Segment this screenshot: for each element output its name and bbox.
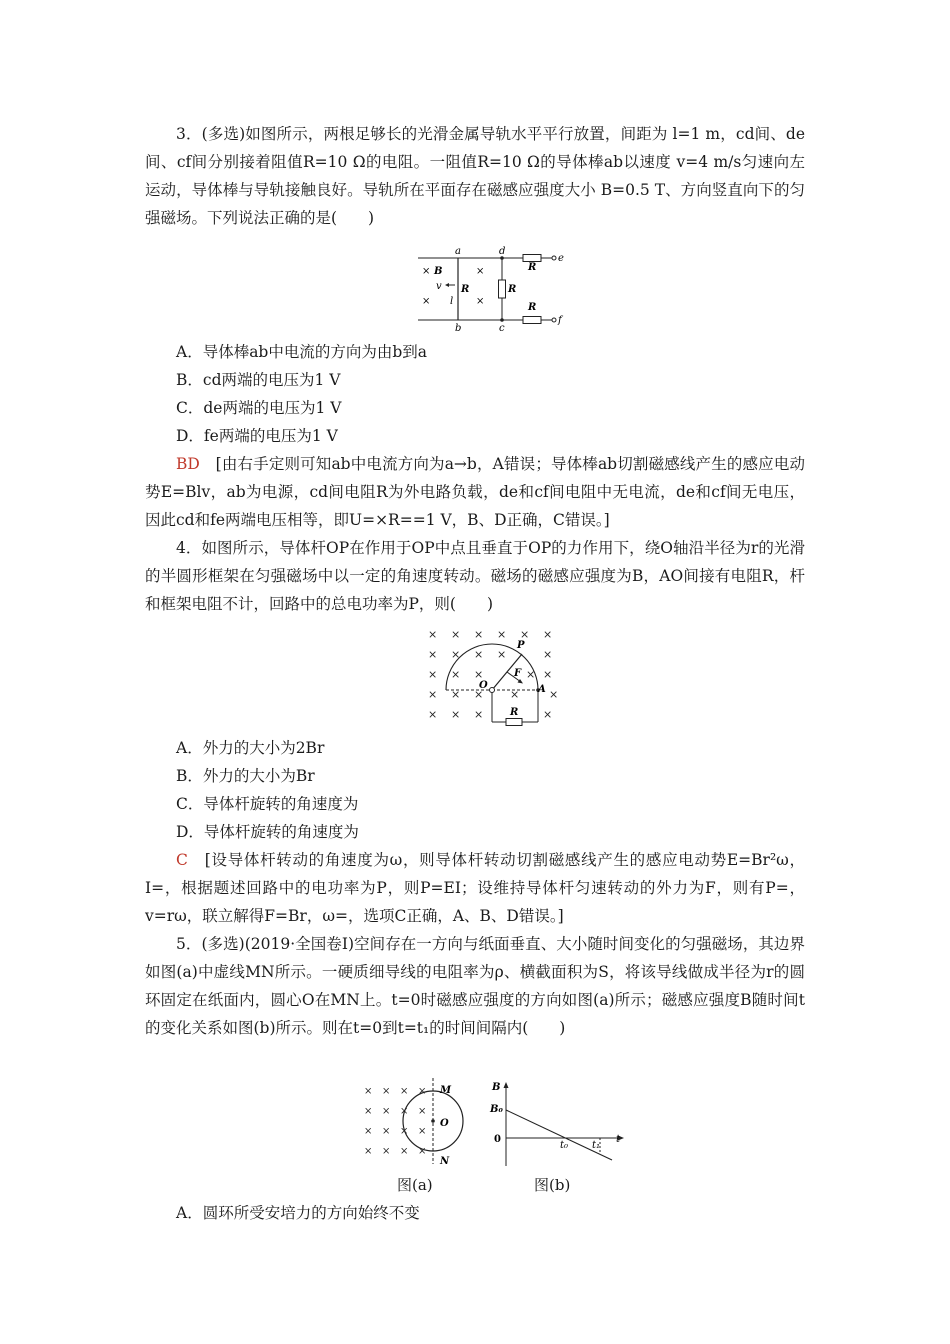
label-v: v [436, 281, 442, 292]
q5-figure-a [362, 1076, 472, 1170]
q4-option-b: B．外力的大小为Br [176, 767, 315, 785]
q3-stem: 3．(多选)如图所示，两根足够长的光滑金属导轨水平平行放置，间距为 l=1 m，cd间、de间、cf间分别接着阻值R=10 Ω的电阻。一阻值R=10 Ω的导体棒ab以速度 v=4 m/s匀速向左运动，导体棒与导轨接触良好。导轨所在平面存在磁感应强度大小 B=0.5 T、方向竖直向下的匀强磁场。下列说法正确的是( ) [145, 125, 805, 227]
cross-mark: × [382, 1106, 391, 1117]
cross-mark: × [400, 1126, 409, 1137]
cross-mark: × [400, 1106, 409, 1117]
q5-stem: 5．(多选)(2019·全国卷Ⅰ)空间存在一方向与纸面垂直、大小随时间变化的匀强磁场，其边界如图(a)中虚线MN所示。一硬质细导线的电阻率为ρ、横截面积为S，将该导线做成半径为r的圆环固定在纸面内，圆心O在MN上。t=0时磁感应强度的方向如图(a)所示；磁感应强度B随时间t的变化关系如图(b)所示。则在t=0到t=t₁的时间间隔内( ) [145, 935, 805, 1037]
label-origin: 0 [494, 1134, 501, 1145]
cross-mark: × [382, 1146, 391, 1157]
cross-mark: × [451, 628, 461, 641]
q5-figure-b [488, 1080, 628, 1172]
cross-mark: × [543, 668, 553, 681]
cross-mark: × [549, 688, 559, 701]
cross-mark: × [428, 668, 438, 681]
cross-mark: × [422, 296, 431, 307]
label-b: b [455, 323, 462, 334]
label-t1: t₁ [592, 1140, 601, 1151]
cross-mark: × [451, 688, 461, 701]
label-c: c [499, 323, 505, 334]
cross-mark: × [543, 648, 553, 661]
cross-mark: × [382, 1126, 391, 1137]
cross-mark: × [428, 628, 438, 641]
q4-explanation: [设导体杆转动的角速度为ω，则导体杆转动切割磁感线产生的感应电动势E=Br²ω，I=，根据题述回路中的电功率为P，则P=EI；设维持导体杆匀速转动的外力为F，则有P=，v=rω，联立解得F=Br，ω=，选项C正确，A、B、D错误。] [145, 851, 805, 925]
cross-mark: × [418, 1106, 427, 1117]
q3-option-a: A．导体棒ab中电流的方向为由b到a [176, 343, 428, 361]
cross-mark: × [451, 668, 461, 681]
cross-mark: × [474, 628, 484, 641]
label-f: f [558, 315, 562, 326]
q3-solution [145, 450, 805, 534]
cross-mark: × [510, 688, 520, 701]
label-O: O [479, 680, 488, 691]
cross-mark: × [476, 296, 485, 307]
cross-mark: × [526, 668, 536, 681]
cross-mark: × [422, 266, 431, 277]
cross-mark: × [497, 628, 507, 641]
label-R-rod: R [461, 284, 470, 295]
cross-mark: × [364, 1106, 373, 1117]
q3-circuit-figure [418, 244, 578, 338]
cross-mark: × [543, 628, 553, 641]
cross-mark: × [382, 1086, 391, 1097]
cross-mark: × [364, 1146, 373, 1157]
label-R-cd: R [508, 284, 517, 295]
label-t: t [616, 1134, 621, 1145]
label-A: A [538, 684, 546, 695]
q3-option-b: B．cd两端的电压为1 V [176, 371, 341, 389]
cross-mark: × [474, 648, 484, 661]
cross-mark: × [418, 1146, 427, 1157]
q5-caption-b: 图(b) [534, 1176, 571, 1194]
cross-mark: × [418, 1126, 427, 1137]
cross-mark: × [418, 1086, 427, 1097]
label-l: l [450, 296, 454, 307]
cross-mark: × [364, 1126, 373, 1137]
label-N: N [440, 1156, 450, 1166]
cross-mark: × [474, 688, 484, 701]
q5-caption-a: 图(a) [397, 1176, 433, 1194]
q3-answer: BD [176, 455, 200, 473]
cross-mark: × [428, 648, 438, 661]
label-R-cf: R [528, 302, 537, 313]
cross-mark: × [451, 648, 461, 661]
label-R: R [510, 707, 519, 718]
q3-explanation: [由右手定则可知ab中电流方向为a→b，A错误；导体棒ab切割磁感线产生的感应电动势E=Blv，ab为电源，cd间电阻R为外电路负载，de和cf间电阻中无电流，de和cf间无电压，因此cd和fe两端电压相等，即U=×R==1 V，B、D正确，C错误。] [145, 455, 805, 529]
label-F: F [514, 668, 522, 679]
cross-mark: × [400, 1146, 409, 1157]
label-B: B [434, 266, 443, 277]
q4-option-c: C．导体杆旋转的角速度为 [176, 795, 359, 813]
cross-mark: × [543, 708, 553, 721]
label-O: O [440, 1118, 449, 1129]
label-B0: B₀ [490, 1104, 503, 1115]
cross-mark: × [428, 688, 438, 701]
q3-option-d: D．fe两端的电压为1 V [176, 427, 338, 445]
q4-answer: C [176, 851, 188, 869]
q4-solution [145, 846, 805, 930]
q5-option-a: A．圆环所受安培力的方向始终不变 [176, 1204, 420, 1222]
label-d: d [499, 246, 506, 257]
cross-mark: × [520, 628, 530, 641]
cross-mark: × [400, 1086, 409, 1097]
cross-mark: × [474, 708, 484, 721]
label-R-de: R [528, 262, 537, 273]
q4-stem: 4．如图所示，导体杆OP在作用于OP中点且垂直于OP的力作用下，绕O轴沿半径为r的光滑的半圆形框架在匀强磁场中以一定的角速度转动。磁场的磁感应强度为B，AO间接有电阻R，杆和框架电阻不计，回路中的总电功率为P，则( ) [145, 539, 805, 613]
q4-option-a: A．外力的大小为2Br [176, 739, 325, 757]
label-e: e [558, 253, 564, 264]
cross-mark: × [497, 648, 507, 661]
q3-option-c: C．de两端的电压为1 V [176, 399, 342, 417]
q4-option-d: D．导体杆旋转的角速度为 [176, 823, 359, 841]
cross-mark: × [451, 708, 461, 721]
cross-mark: × [474, 668, 484, 681]
cross-mark: × [476, 266, 485, 277]
label-B: B [492, 1082, 501, 1093]
label-a: a [455, 246, 461, 257]
cross-mark: × [428, 708, 438, 721]
cross-mark: × [364, 1086, 373, 1097]
label-P: P [517, 640, 525, 651]
label-t0: t₀ [560, 1140, 569, 1151]
q4-semicircle-figure [426, 624, 566, 738]
label-M: M [440, 1085, 452, 1096]
